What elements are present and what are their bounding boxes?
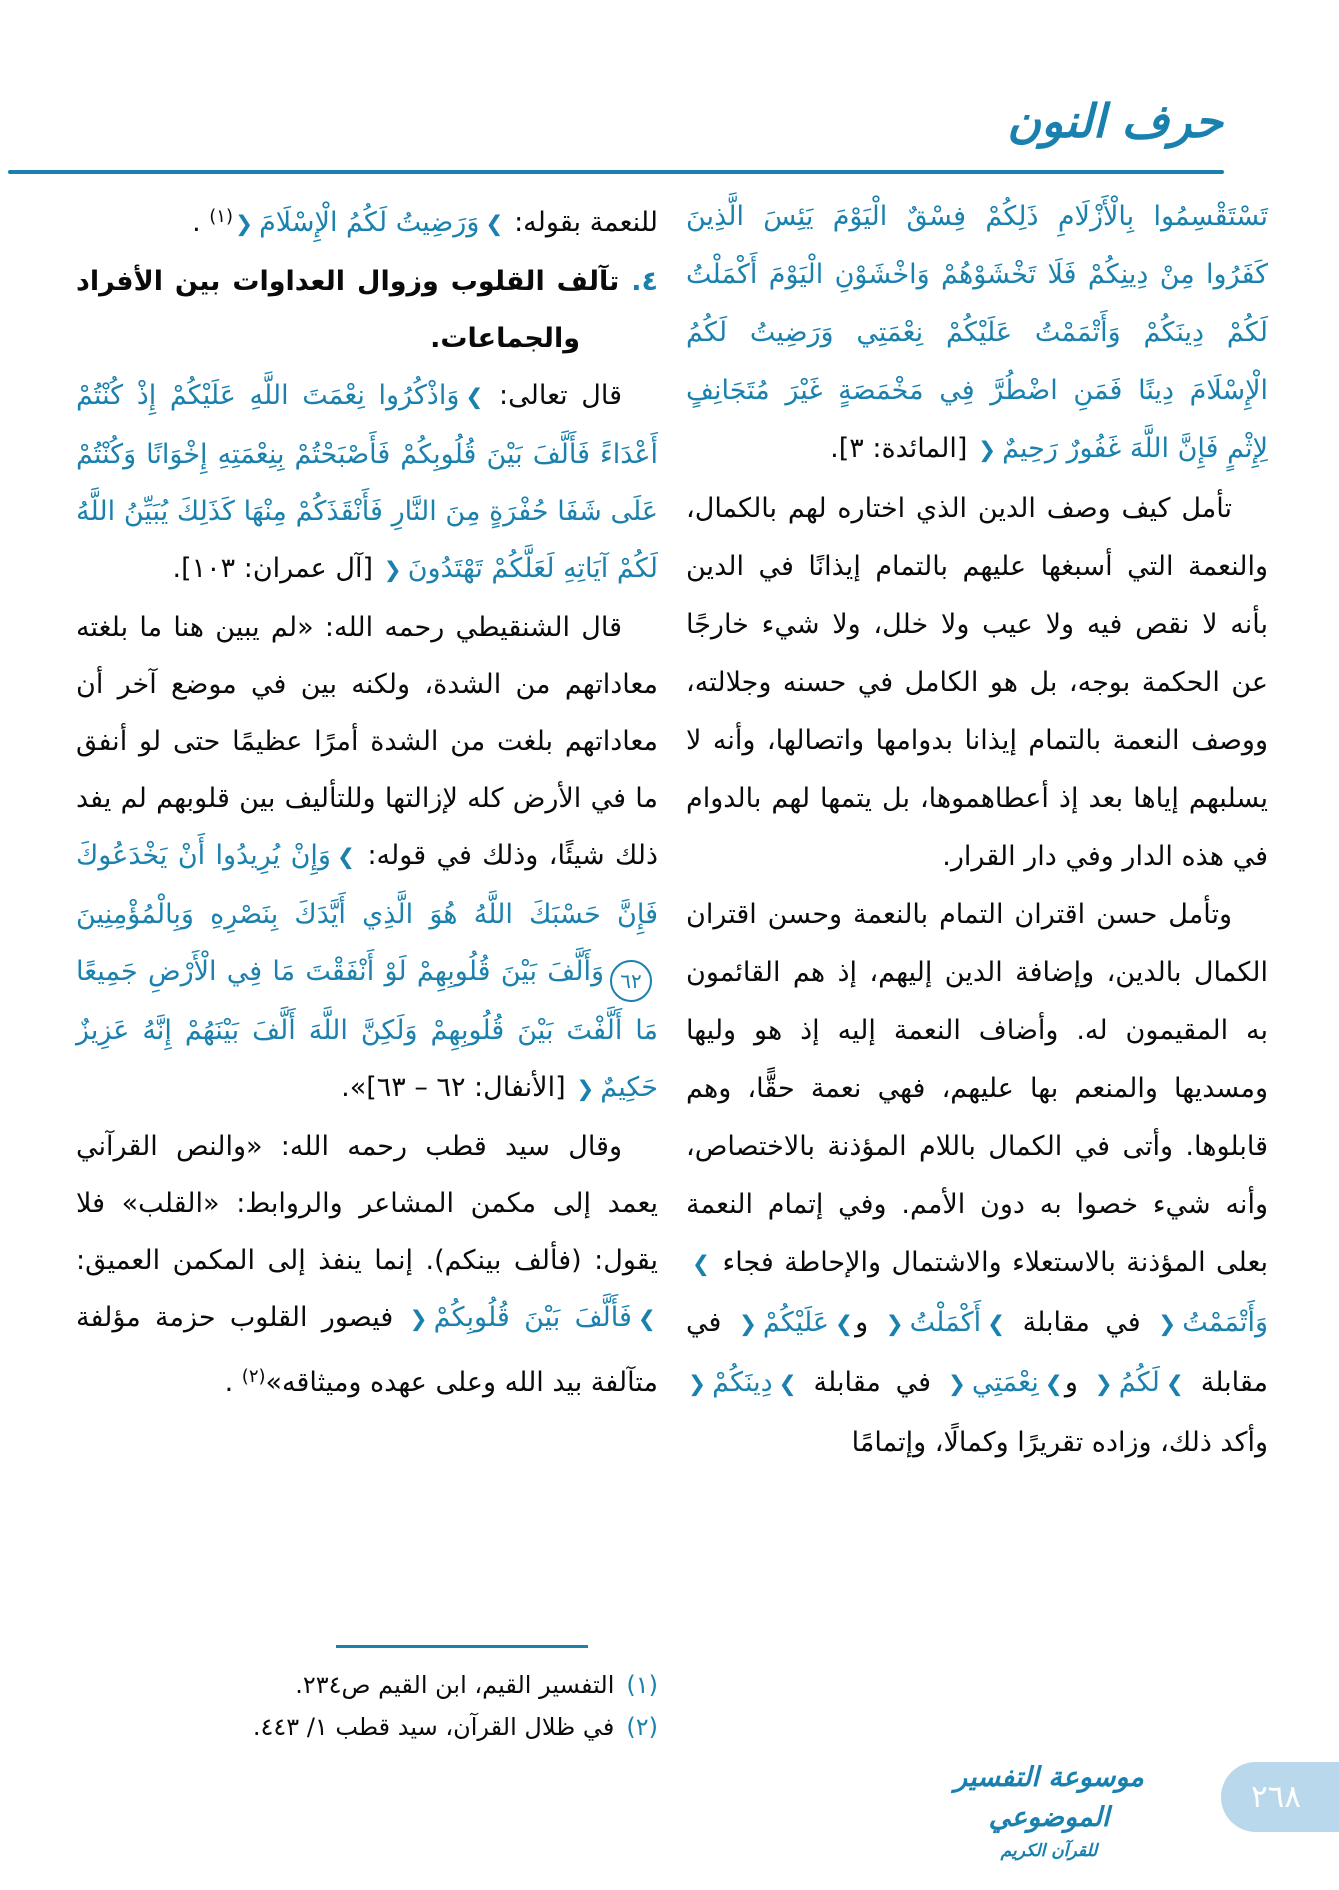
quran-text: ❯ وَاذْكُرُوا نِعْمَتَ اللَّهِ عَلَيْكُمْ إِذْ كُنْتُمْ أَعْدَاءً فَأَلَّفَ بَيْنَ قُلُوبِكُمْ فَأَصْبَحْتُمْ بِنِعْمَتِهِ إِخْوَانًا وَكُنْتُمْ عَلَى شَفَا حُفْرَةٍ مِنَ النَّارِ فَأَنْقَذَكُمْ مِنْهَا كَذَلِكَ يُبَيِّنُ اللَّهُ لَكُمْ آيَاتِهِ لَعَلَّكُمْ تَهْتَدُونَ ❮ xyxy=(76,380,658,584)
body-text: وتأمل حسن اقتران التمام بالنعمة وحسن اقتران الكمال بالدين، وإضافة الدين إليهم، إذ هم القائمون به المقيمون له. وأضاف النعمة إليه إذ هو وليها ومسديها والمنعم بها عليهم، فهي نعمة حقًّا، وهم قابلوها. وأتى في الكمال باللام المؤذنة بالاختصاص، وأنه شيء خصوا به دون الأمم. وفي إتمام النعمة بعلى المؤذنة بالاستعلاء والاشتمال والإحاطة فجاء xyxy=(686,899,1268,1278)
quote-shanqiti xyxy=(76,599,658,1118)
list-number: ٤. xyxy=(631,266,658,297)
quran-text: ❯ وَإِنْ يُرِيدُوا أَنْ يَخْدَعُوكَ فَإِنَّ حَسْبَكَ اللَّهُ هُوَ الَّذِي أَيَّدَكَ بِنَصْرِهِ وَبِالْمُؤْمِنِينَ xyxy=(76,840,658,930)
body-text: قال تعالى: xyxy=(485,380,622,411)
body-text: وأكد ذلك، وزاده تقريرًا وكمالًا، وإتمامًا xyxy=(851,1427,1268,1458)
verse-number: ٦٢ xyxy=(610,960,652,1002)
quran-text: ❯ وَرَضِيتُ لَكُمُ الْإِسْلَامَ ❮ xyxy=(233,207,505,238)
body-text: في مقابلة xyxy=(798,1367,946,1398)
footnote-text: التفسير القيم، ابن القيم ص٢٣٤. xyxy=(295,1671,615,1699)
quran-text: وَأَلَّفَ بَيْنَ قُلُوبِهِمْ لَوْ أَنْفَقْتَ مَا فِي الْأَرْضِ جَمِيعًا مَا أَلَّفْتَ بَيْنَ قُلُوبِهِمْ وَلَكِنَّ اللَّهَ أَلَّفَ بَيْنَهُمْ إِنَّهُ عَزِيزٌ حَكِيمٌ ❮ xyxy=(76,956,658,1103)
header-rule xyxy=(8,170,1224,174)
heading-item-4 xyxy=(76,253,658,367)
body-text: في مقابلة xyxy=(686,1307,1268,1398)
footnote-separator xyxy=(336,1645,588,1648)
quran-text: ❯ عَلَيْكُمْ ❮ xyxy=(737,1307,855,1338)
quran-text: تَسْتَقْسِمُوا بِالْأَزْلَامِ ذَلِكُمْ فِسْقٌ الْيَوْمَ يَئِسَ الَّذِينَ كَفَرُوا مِنْ دِينِكُمْ فَلَا تَخْشَوْهُمْ وَاخْشَوْنِ الْيَوْمَ أَكْمَلْتُ لَكُمْ دِينَكُمْ وَأَتْمَمْتُ عَلَيْكُمْ نِعْمَتِي وَرَضِيتُ لَكُمُ الْإِسْلَامَ دِينًا فَمَنِ اضْطُرَّ فِي مَخْمَصَةٍ غَيْرَ مُتَجَانِفٍ لِإِثْمٍ فَإِنَّ اللَّهَ غَفُورٌ رَحِيمٌ ❮ xyxy=(686,201,1268,464)
quran-maidah-continued xyxy=(686,188,1268,480)
commentary-ibn-alqayyim-2 xyxy=(686,886,1268,1472)
body-text: تأمل كيف وصف الدين الذي اختاره لهم بالكمال، والنعمة التي أسبغها عليهم بالتمام إيذانًا في الدين بأنه لا نقص فيه ولا عيب ولا خلل، ولا شيء خارجًا عن الحكمة بوجه، بل هو الكامل في حسنه وجلالته، ووصف النعمة بالتمام إيذانا بدوامها واتصالها، وأنه لا يسلبهم إياها بعد إذ أعطاهموها، بل يتمها لهم بالدوام في هذه الدار وفي دار القرار. xyxy=(686,493,1268,872)
body-text: للنعمة بقوله: xyxy=(505,207,658,238)
logo-title: موسوعة التفسير الموضوعي xyxy=(954,1762,1144,1833)
footnote-text: في ظلال القرآن، سيد قطب ١/ ٤٤٣. xyxy=(252,1713,615,1741)
body-text: . xyxy=(192,207,210,238)
footnote xyxy=(76,1664,658,1706)
quran-text: ❯ دِينَكُمْ ❮ xyxy=(686,1367,799,1398)
footnotes-block xyxy=(76,1645,658,1748)
quran-text: ❯ فَأَلَّفَ بَيْنَ قُلُوبِكُمْ ❮ xyxy=(408,1302,658,1333)
body-text: قال الشنقيطي رحمه الله: «لم يبين هنا ما بلغته معاداتهم من الشدة، ولكنه بين في موضع آخر أن معاداتهم بلغت من الشدة أمرًا عظيمًا حتى لو أنفق ما في الأرض كله لإزالتها وللتأليف بين قلوبهم لم يفد ذلك شيئًا، وذلك في قوله: xyxy=(76,612,658,871)
verse-reference: [آل عمران: ١٠٣]. xyxy=(172,553,382,584)
logo-subtitle: للقرآن الكريم xyxy=(1000,1841,1098,1861)
body-text: وقال سيد قطب رحمه الله: «والنص القرآني يعمد إلى مكمن المشاعر والروابط: «القلب» فلا يقول: (فألف بينكم). إنما ينفذ إلى المكمن العميق: xyxy=(76,1131,658,1276)
footnote-number: (٢) xyxy=(626,1713,658,1741)
footnote xyxy=(76,1706,658,1748)
page-number: ٢٦٨ xyxy=(1251,1779,1301,1815)
page-number-badge xyxy=(1221,1762,1339,1832)
body-text: و xyxy=(1064,1367,1093,1398)
heading-text: تآلف القلوب وزوال العداوات بين الأفراد والجماعات. xyxy=(76,266,632,354)
footnote-number: (١) xyxy=(626,1671,658,1699)
quran-text: ❯ نِعْمَتِي ❮ xyxy=(946,1367,1065,1398)
body-text: و xyxy=(855,1307,884,1338)
verse-reference: [المائدة: ٣]. xyxy=(830,433,976,464)
commentary-ibn-alqayyim-1 xyxy=(686,480,1268,886)
continuation-line xyxy=(76,188,658,253)
quran-text: ❯ وَأَتْمَمْتُ ❮ xyxy=(686,1247,1268,1338)
chapter-header-calligraphy: حرف النون xyxy=(1007,94,1223,148)
quote-sayyid-qutb xyxy=(76,1118,658,1411)
column-right xyxy=(686,188,1268,1472)
footnote-list xyxy=(76,1664,658,1748)
quran-text: ❯ أَكْمَلْتُ ❮ xyxy=(884,1307,1008,1338)
publisher-logo-calligraphy xyxy=(909,1758,1189,1864)
quran-text: ❯ لَكُمُ ❮ xyxy=(1093,1367,1186,1398)
footnote-marker: (١) xyxy=(209,206,233,227)
quran-aal-imran xyxy=(76,367,658,599)
column-left xyxy=(76,188,658,1411)
verse-reference: [الأنفال: ٦٢ – ٦٣]». xyxy=(341,1072,575,1103)
footnote-marker: (٢) xyxy=(241,1366,266,1387)
body-text: . xyxy=(224,1367,242,1398)
body-text: في مقابلة xyxy=(1007,1307,1157,1338)
body-text: فيصور القلوب حزمة مؤلفة متآلفة بيد الله وعلى عهده وميثاقه» xyxy=(76,1302,658,1398)
